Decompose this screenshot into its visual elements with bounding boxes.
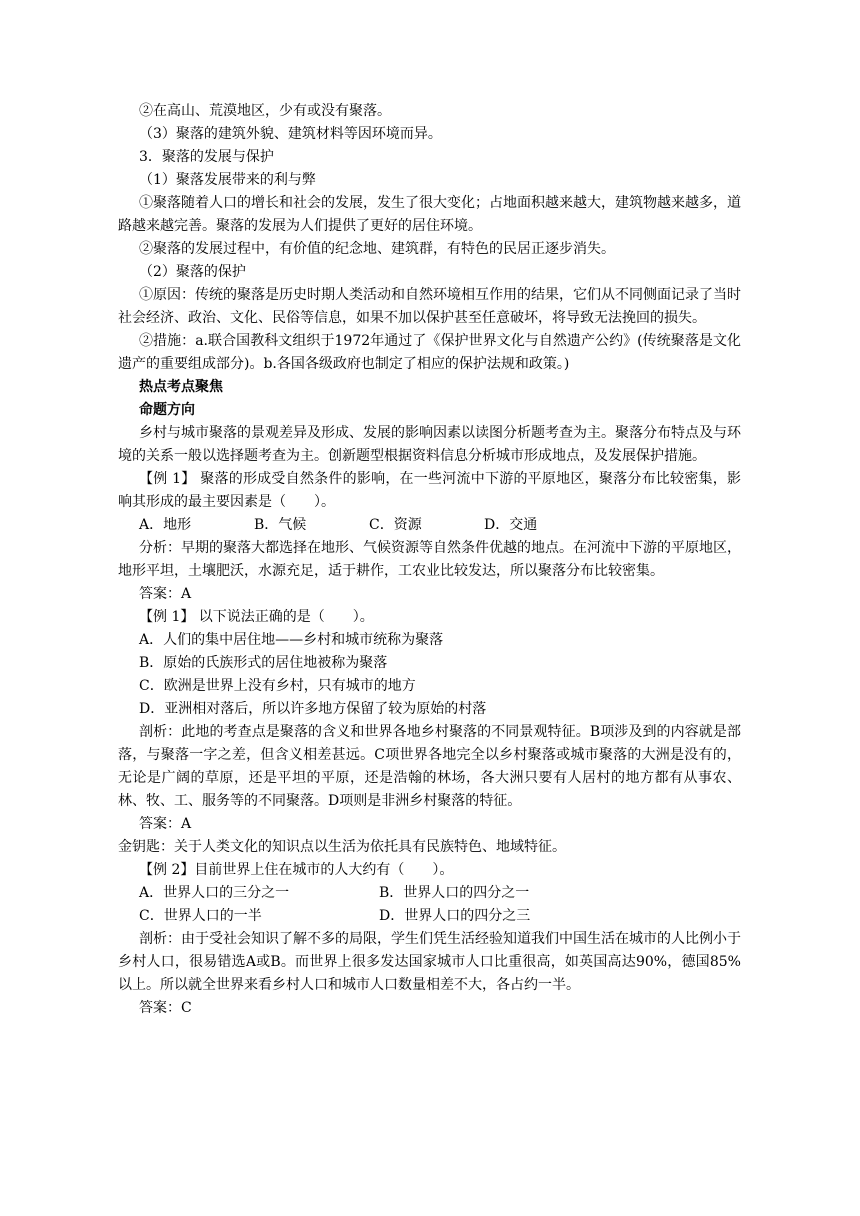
paragraph: ②在高山、荒漠地区，少有或没有聚落。 [139, 103, 391, 119]
example-question [118, 468, 741, 514]
option-c: C．世界人口的一半 [139, 908, 262, 924]
section-heading: 3．聚落的发展与保护 [139, 149, 274, 165]
example-question [118, 606, 741, 629]
analysis: 剖析：此地的考查点是聚落的含义和世界各地乡村聚落的不同景观特征。B项涉及到的内容就是部落，与聚落一字之差，但含义相差甚远。C项世界各地完全以乡村聚落或城市聚落的大洲是没有的，无论是广阔的草原，还是平坦的平原，还是浩翰的林场，各大洲只要有人居村的地方都有从事农、林、牧、工、服务等的不同聚落。D项则是非洲乡村聚落的特征。 [118, 724, 741, 809]
section-title-direction: 命题方向 [139, 402, 195, 418]
option-b: B．世界人口的四分之一 [379, 885, 530, 901]
option-a: A．人们的集中居住地——乡村和城市统称为聚落 [139, 632, 444, 648]
option-d: D．交通 [484, 517, 538, 533]
option-c: C．欧洲是世界上没有乡村，只有城市的地方 [139, 678, 416, 694]
paragraph: ②措施：a.联合国教科文组织于1972年通过了《保护世界文化与自然遗产公约》(传统聚落是文化遗产的重要组成部分)。b.各国各级政府也制定了相应的保护法规和政策。) [118, 333, 741, 372]
example-question [118, 859, 741, 882]
options-row [118, 882, 741, 905]
subsection-heading: （2）聚落的保护 [139, 264, 246, 280]
paragraph: （3）聚落的建筑外貌、建筑材料等因环境而异。 [139, 126, 442, 142]
example-tag: 【例 1】 [139, 471, 196, 487]
paragraph: ①聚落随着人口的增长和社会的发展，发生了很大变化；占地面积越来越大，建筑物越来越多，道路越来越完善。聚落的发展为人们提供了更好的居住环境。 [118, 195, 741, 234]
answer: 答案：C [139, 1000, 192, 1016]
key-tip: 金钥匙：关于人类文化的知识点以生活为依托具有民族特色、地域特征。 [118, 839, 566, 855]
answer: 答案：A [139, 816, 192, 832]
option-b: B．气候 [254, 517, 307, 533]
document-page [118, 100, 741, 1020]
option-b: B．原始的氏族形式的居住地被称为聚落 [139, 655, 388, 671]
analysis: 剖析：由于受社会知识了解不多的局限，学生们凭生活经验知道我们中国生活在城市的人比例小于乡村人口，很易错选A或B。而世界上很多发达国家城市人口比重很高，如英国高达90%，德国85%以上。所以就全世界来看乡村人口和城市人口数量相差不大，各占约一半。 [118, 931, 741, 993]
option-d: D．世界人口的四分之三 [379, 908, 531, 924]
question-text: 目前世界上住在城市的人大约有（ ）。 [194, 862, 454, 878]
paragraph: ①原因：传统的聚落是历史时期人类活动和自然环境相互作用的结果，它们从不同侧面记录了当时社会经济、政治、文化、民俗等信息，如果不加以保护甚至任意破坏，将导致无法挽回的损失。 [118, 287, 741, 326]
paragraph: 乡村与城市聚落的景观差异及形成、发展的影响因素以读图分析题考查为主。聚落分布特点及与环境的关系一般以选择题考查为主。创新题型根据资料信息分析城市形成地点，及发展保护措施。 [118, 425, 741, 464]
example-tag: 【例 1】 [139, 609, 195, 625]
example-tag: 【例 2】 [139, 862, 195, 878]
section-title-hotspots: 热点考点聚焦 [139, 379, 223, 395]
analysis: 分析：早期的聚落大都选择在地形、气候资源等自然条件优越的地点。在河流中下游的平原地区，地形平坦，土壤肥沃，水源充足，适于耕作，工农业比较发达，所以聚落分布比较密集。 [118, 540, 741, 579]
option-a: A．世界人口的三分之一 [139, 885, 290, 901]
option-c: C．资源 [369, 517, 422, 533]
options-row [118, 905, 741, 928]
answer: 答案：A [139, 586, 192, 602]
paragraph: ②聚落的发展过程中，有价值的纪念地、建筑群，有特色的民居正逐步消失。 [139, 241, 615, 257]
options-row [118, 514, 741, 537]
question-text: 以下说法正确的是（ ）。 [194, 609, 374, 625]
option-d: D．亚洲相对落后，所以许多地方保留了较为原始的村落 [139, 701, 487, 717]
subsection-heading: （1）聚落发展带来的利与弊 [139, 172, 316, 188]
question-text: 聚落的形成受自然条件的影响，在一些河流中下游的平原地区，聚落分布比较密集，影响其形成的最主要因素是（ ）。 [118, 471, 741, 510]
option-a: A．地形 [139, 517, 192, 533]
